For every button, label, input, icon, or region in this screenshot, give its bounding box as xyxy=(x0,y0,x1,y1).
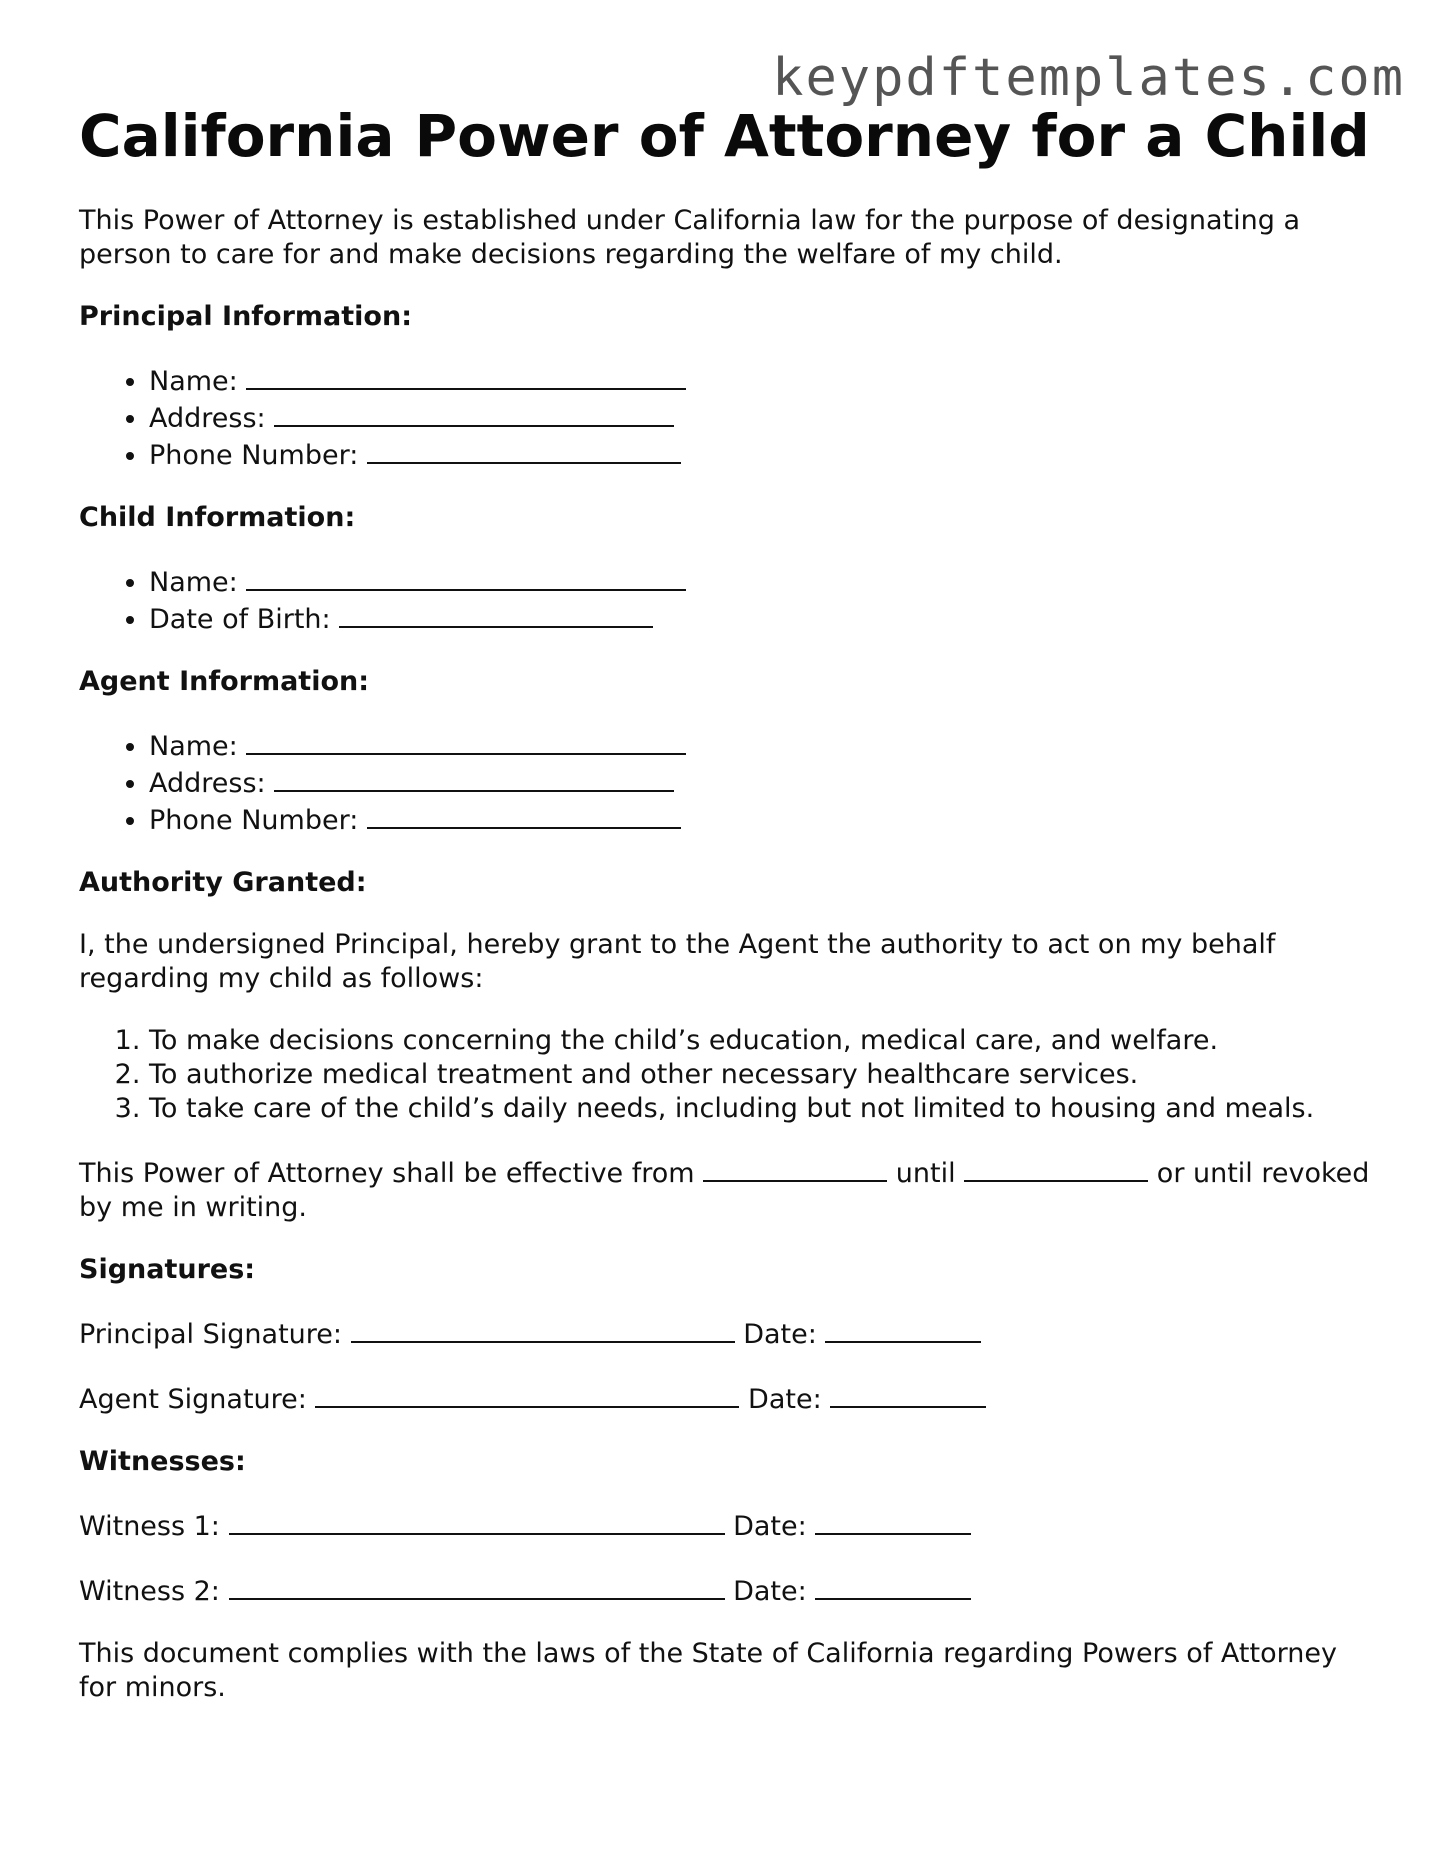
principal-name-item xyxy=(149,362,1379,399)
agent-signature-label: Agent Signature: xyxy=(79,1384,307,1415)
witness-2-field[interactable] xyxy=(229,1572,725,1600)
watermark: keypdftemplates.com xyxy=(772,48,1405,108)
witness-2-label: Witness 2: xyxy=(79,1576,220,1607)
principal-date-label: Date: xyxy=(743,1319,817,1350)
effective-end-field[interactable] xyxy=(964,1154,1148,1182)
principal-address-label: Address: xyxy=(149,403,266,434)
witness-2-date-label: Date: xyxy=(733,1576,807,1607)
agent-heading: Agent Information: xyxy=(79,666,370,697)
principal-signature-row xyxy=(79,1315,1379,1352)
principal-signature-label: Principal Signature: xyxy=(79,1319,342,1350)
child-name-item xyxy=(149,563,1379,600)
agent-address-field[interactable] xyxy=(274,764,674,792)
authority-list xyxy=(79,1024,1379,1126)
authority-heading: Authority Granted: xyxy=(79,867,367,898)
agent-address-label: Address: xyxy=(149,768,266,799)
authority-item: 3. To take care of the child’s daily needs, including but not limited to housing and meals. xyxy=(149,1092,1379,1126)
witnesses-heading: Witnesses: xyxy=(79,1446,246,1477)
signatures-heading: Signatures: xyxy=(79,1254,256,1285)
witness-2-date-field[interactable] xyxy=(815,1572,971,1600)
principal-phone-label: Phone Number: xyxy=(149,440,359,471)
agent-phone-field[interactable] xyxy=(367,801,681,829)
principal-phone-field[interactable] xyxy=(367,436,681,464)
principal-name-label: Name: xyxy=(149,366,238,397)
authority-item: 1. To make decisions concerning the child’s education, medical care, and welfare. xyxy=(149,1024,1379,1058)
agent-date-field[interactable] xyxy=(830,1380,986,1408)
effective-text-3: or until revoked by me in writing. xyxy=(79,1158,1370,1223)
authority-text: I, the undersigned Principal, hereby grant to the Agent the authority to act on my behalf regarding my child as follows: xyxy=(79,929,1276,994)
principal-phone-item xyxy=(149,436,1379,473)
child-heading: Child Information: xyxy=(79,502,356,533)
document-title: California Power of Attorney for a Child xyxy=(79,102,1370,170)
witness-2-row xyxy=(79,1572,1379,1609)
child-list xyxy=(79,563,1379,637)
child-name-label: Name: xyxy=(149,567,238,598)
witness-1-date-label: Date: xyxy=(733,1511,807,1542)
agent-name-item xyxy=(149,727,1379,764)
footer-paragraph: This document complies with the laws of the State of California regarding Powers of Attorney for minors. xyxy=(79,1638,1337,1703)
principal-signature-field[interactable] xyxy=(351,1315,735,1343)
child-name-field[interactable] xyxy=(246,563,686,591)
document-page xyxy=(79,96,1379,1705)
witness-1-row xyxy=(79,1507,1379,1544)
agent-name-label: Name: xyxy=(149,731,238,762)
effective-start-field[interactable] xyxy=(703,1154,887,1182)
agent-address-item xyxy=(149,764,1379,801)
agent-signature-row xyxy=(79,1380,1379,1417)
child-dob-label: Date of Birth: xyxy=(149,604,331,635)
principal-name-field[interactable] xyxy=(246,362,686,390)
intro-paragraph: This Power of Attorney is established under California law for the purpose of designating a person to care for and make decisions regarding the welfare of my child. xyxy=(79,205,1301,270)
agent-name-field[interactable] xyxy=(246,727,686,755)
witness-1-label: Witness 1: xyxy=(79,1511,220,1542)
agent-phone-label: Phone Number: xyxy=(149,805,359,836)
effective-text-2: until xyxy=(895,1158,956,1189)
child-dob-field[interactable] xyxy=(339,600,653,628)
principal-list xyxy=(79,362,1379,473)
principal-date-field[interactable] xyxy=(825,1315,981,1343)
agent-date-label: Date: xyxy=(748,1384,822,1415)
authority-item: 2. To authorize medical treatment and other necessary healthcare services. xyxy=(149,1058,1379,1092)
agent-signature-field[interactable] xyxy=(315,1380,739,1408)
principal-address-field[interactable] xyxy=(274,399,674,427)
witness-1-field[interactable] xyxy=(229,1507,725,1535)
principal-heading: Principal Information: xyxy=(79,301,413,332)
effective-text-1: This Power of Attorney shall be effective from xyxy=(79,1158,695,1189)
child-dob-item xyxy=(149,600,1379,637)
agent-phone-item xyxy=(149,801,1379,838)
agent-list xyxy=(79,727,1379,838)
witness-1-date-field[interactable] xyxy=(815,1507,971,1535)
principal-address-item xyxy=(149,399,1379,436)
effective-paragraph xyxy=(79,1154,1379,1225)
